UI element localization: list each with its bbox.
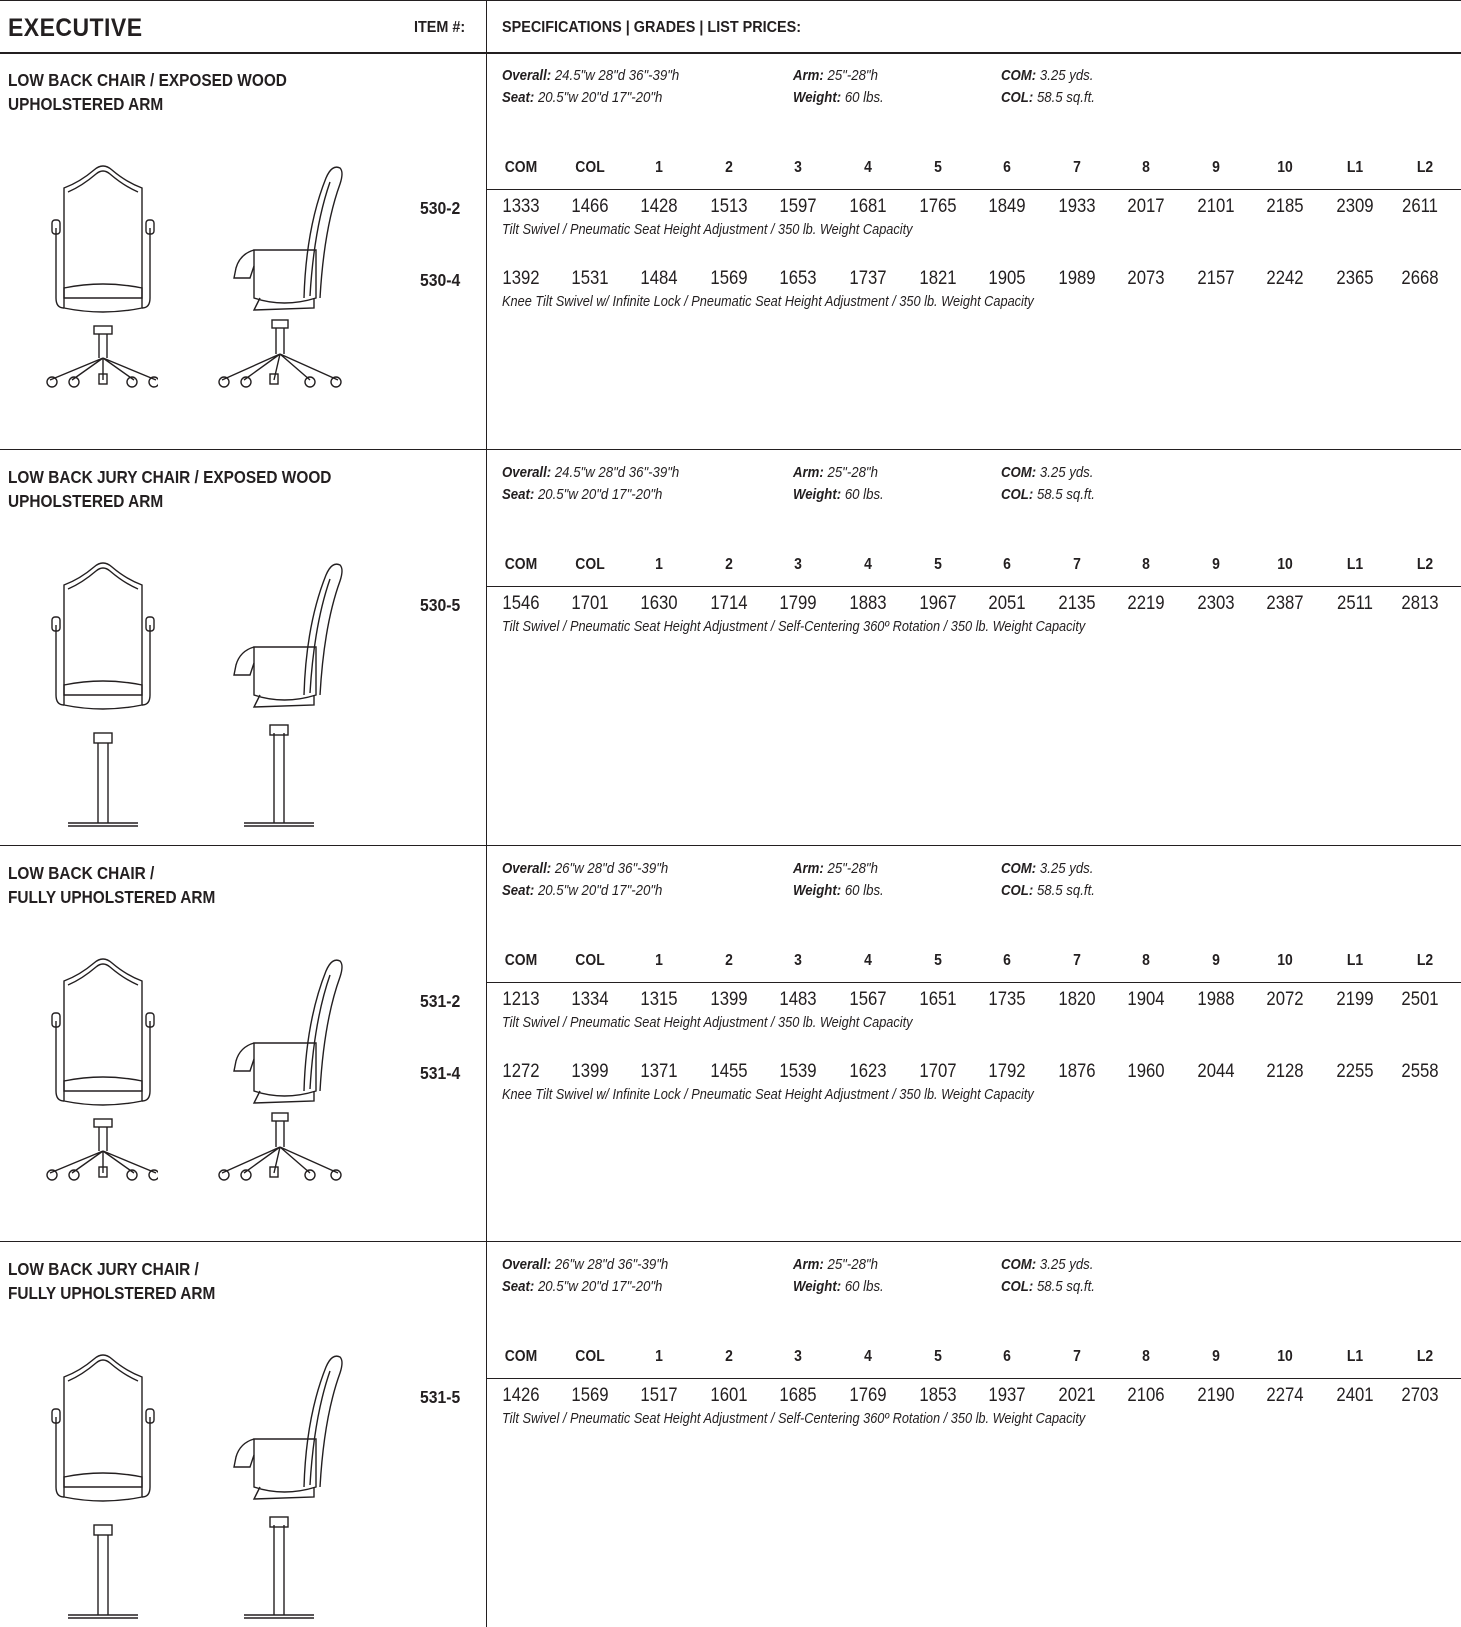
grade-header: 7 <box>1073 159 1081 176</box>
price-cell: 1989 <box>1058 268 1096 289</box>
spec-value: 26"w 28"d 36"-39"h <box>554 1256 669 1273</box>
grade-header: 6 <box>1003 952 1011 969</box>
spec-arm <box>793 858 878 880</box>
grade-header: COL <box>575 1348 605 1365</box>
price-cell: 1517 <box>640 1385 678 1406</box>
spec-weight <box>793 87 884 109</box>
grade-header: 6 <box>1003 556 1011 573</box>
product-section <box>0 845 1461 1241</box>
spec-col <box>1001 484 1095 506</box>
spec-arm <box>793 462 878 484</box>
price-cell: 1735 <box>988 989 1026 1010</box>
spec-arm <box>793 1254 878 1276</box>
price-cell: 2703 <box>1401 1385 1439 1406</box>
grade-header: 3 <box>794 159 802 176</box>
spec-value: 20.5"w 20"d 17"-20"h <box>537 882 663 899</box>
grade-header: L1 <box>1346 159 1364 176</box>
product-name-line: FULLY UPHOLSTERED ARM <box>8 1283 216 1303</box>
section-rule <box>0 845 1461 846</box>
grade-header: COM <box>504 1348 538 1365</box>
spec-value: 3.25 yds. <box>1039 67 1094 84</box>
product-section <box>0 449 1461 845</box>
grade-header: 10 <box>1277 1348 1293 1365</box>
grade-header: 8 <box>1142 159 1150 176</box>
grade-header: 9 <box>1212 556 1220 573</box>
spec-value: 60 lbs. <box>844 486 884 503</box>
product-name-line: LOW BACK JURY CHAIR / EXPOSED WOOD <box>8 467 332 487</box>
price-cell: 2135 <box>1058 593 1096 614</box>
spec-label: COM: <box>1001 1256 1037 1273</box>
price-cell: 1988 <box>1197 989 1235 1010</box>
price-cell: 1820 <box>1058 989 1096 1010</box>
spec-label: Weight: <box>793 486 842 503</box>
price-cell: 2157 <box>1197 268 1235 289</box>
spec-value: 3.25 yds. <box>1039 464 1094 481</box>
price-cell: 2387 <box>1266 593 1304 614</box>
grade-header: COL <box>575 159 605 176</box>
price-cell: 1483 <box>779 989 817 1010</box>
spec-label: COM: <box>1001 464 1037 481</box>
price-cell: 1399 <box>710 989 748 1010</box>
product-section <box>0 52 1461 448</box>
spec-label: Arm: <box>793 464 824 481</box>
price-cell: 1765 <box>919 196 957 217</box>
spec-overall <box>502 462 679 484</box>
grade-header: 10 <box>1277 159 1293 176</box>
price-cell: 1569 <box>710 268 748 289</box>
spec-label: Arm: <box>793 67 824 84</box>
price-cell: 2072 <box>1266 989 1304 1010</box>
price-cell: 1876 <box>1058 1061 1096 1082</box>
price-cell: 1960 <box>1127 1061 1165 1082</box>
spec-label: Seat: <box>502 1278 535 1295</box>
grade-header: L2 <box>1416 952 1434 969</box>
spec-label: COL: <box>1001 1278 1034 1295</box>
price-cell: 1531 <box>571 268 609 289</box>
grade-header: 8 <box>1142 1348 1150 1365</box>
grade-header: 1 <box>655 1348 663 1365</box>
spec-weight <box>793 484 884 506</box>
grade-header: 6 <box>1003 159 1011 176</box>
section-rule <box>0 1241 1461 1242</box>
spec-label: Weight: <box>793 89 842 106</box>
item-number: 530-5 <box>420 595 461 615</box>
grade-header: L2 <box>1416 1348 1434 1365</box>
price-cell: 1883 <box>849 593 887 614</box>
price-cell: 1769 <box>849 1385 887 1406</box>
price-cell: 2017 <box>1127 196 1165 217</box>
spec-label: Arm: <box>793 860 824 877</box>
price-cell: 1967 <box>919 593 957 614</box>
spec-value: 25"-28"h <box>827 67 878 84</box>
grade-header: COL <box>575 952 605 969</box>
price-cell: 1601 <box>710 1385 748 1406</box>
grade-header: 5 <box>934 556 942 573</box>
price-cell: 1399 <box>571 1061 609 1082</box>
spec-value: 25"-28"h <box>827 1256 878 1273</box>
spec-value: 20.5"w 20"d 17"-20"h <box>537 1278 663 1295</box>
spec-com <box>1001 858 1093 880</box>
grade-header: 4 <box>864 952 872 969</box>
spec-label: Seat: <box>502 89 535 106</box>
price-cell: 1428 <box>640 196 678 217</box>
item-number-label: ITEM #: <box>414 19 466 36</box>
item-number: 531-4 <box>420 1063 461 1083</box>
price-cell: 2242 <box>1266 268 1304 289</box>
product-name-line: UPHOLSTERED ARM <box>8 491 164 511</box>
grade-header: 2 <box>725 556 733 573</box>
spec-overall <box>502 1254 668 1276</box>
grade-header-rule <box>486 189 1461 190</box>
spec-seat <box>502 484 662 506</box>
spec-com <box>1001 65 1093 87</box>
spec-label: COL: <box>1001 882 1034 899</box>
price-cell: 2274 <box>1266 1385 1304 1406</box>
price-cell: 1466 <box>571 196 609 217</box>
product-name-line: LOW BACK CHAIR / EXPOSED WOOD <box>8 70 287 90</box>
product-name-line: LOW BACK JURY CHAIR / <box>8 1259 199 1279</box>
grade-header: 3 <box>794 952 802 969</box>
spec-value: 24.5"w 28"d 36"-39"h <box>554 67 680 84</box>
grade-header: L2 <box>1416 159 1434 176</box>
price-cell: 2219 <box>1127 593 1165 614</box>
price-cell: 1933 <box>1058 196 1096 217</box>
price-cell: 2101 <box>1197 196 1235 217</box>
item-description: Knee Tilt Swivel w/ Infinite Lock / Pneumatic Seat Height Adjustment / 350 lb. Weight Capacity <box>502 1087 1034 1103</box>
grade-header: 4 <box>864 159 872 176</box>
price-cell: 2813 <box>1401 593 1439 614</box>
chair-side-view-icon <box>214 1347 350 1627</box>
price-cell: 1569 <box>571 1385 609 1406</box>
price-cell: 2558 <box>1401 1061 1439 1082</box>
price-cell: 1653 <box>779 268 817 289</box>
spec-label: COL: <box>1001 486 1034 503</box>
grade-header: 10 <box>1277 952 1293 969</box>
grade-header: 1 <box>655 556 663 573</box>
spec-seat <box>502 1276 662 1298</box>
price-cell: 2021 <box>1058 1385 1096 1406</box>
spec-arm <box>793 65 878 87</box>
product-name-line: FULLY UPHOLSTERED ARM <box>8 887 216 907</box>
price-cell: 2255 <box>1336 1061 1374 1082</box>
item-description: Tilt Swivel / Pneumatic Seat Height Adjustment / 350 lb. Weight Capacity <box>502 1015 913 1031</box>
price-cell: 2401 <box>1336 1385 1374 1406</box>
price-cell: 1567 <box>849 989 887 1010</box>
spec-value: 25"-28"h <box>827 860 878 877</box>
spec-label: Overall: <box>502 464 552 481</box>
spec-label: Seat: <box>502 486 535 503</box>
grade-header: 5 <box>934 159 942 176</box>
price-cell: 2511 <box>1337 593 1373 614</box>
item-number: 531-5 <box>420 1387 461 1407</box>
grade-header: 10 <box>1277 556 1293 573</box>
product-section <box>0 1241 1461 1627</box>
price-cell: 2501 <box>1401 989 1439 1010</box>
product-name <box>8 465 331 513</box>
grade-header-rule <box>486 586 1461 587</box>
price-cell: 1630 <box>640 593 678 614</box>
spec-label: COM: <box>1001 860 1037 877</box>
spec-col <box>1001 87 1095 109</box>
price-cell: 1513 <box>710 196 748 217</box>
spec-value: 3.25 yds. <box>1039 1256 1094 1273</box>
price-cell: 1937 <box>988 1385 1026 1406</box>
grade-header: 1 <box>655 952 663 969</box>
spec-label: Overall: <box>502 1256 552 1273</box>
grade-header: 6 <box>1003 1348 1011 1365</box>
spec-label: Seat: <box>502 882 535 899</box>
price-cell: 1821 <box>919 268 957 289</box>
grade-header: COL <box>575 556 605 573</box>
grade-header: 2 <box>725 952 733 969</box>
grade-header: 8 <box>1142 952 1150 969</box>
price-cell: 2073 <box>1127 268 1165 289</box>
chair-front-view-icon <box>46 158 158 438</box>
chair-front-view-icon <box>46 1347 158 1627</box>
price-cell: 1737 <box>849 268 887 289</box>
price-cell: 2051 <box>988 593 1026 614</box>
chair-front-view-icon <box>46 555 158 835</box>
spec-value: 60 lbs. <box>844 89 884 106</box>
grade-header: 5 <box>934 1348 942 1365</box>
spec-value: 60 lbs. <box>844 1278 884 1295</box>
price-cell: 1539 <box>779 1061 817 1082</box>
price-cell: 2044 <box>1197 1061 1235 1082</box>
spec-col <box>1001 880 1095 902</box>
spec-value: 25"-28"h <box>827 464 878 481</box>
spec-value: 3.25 yds. <box>1039 860 1094 877</box>
page-title: EXECUTIVE <box>8 14 143 42</box>
item-description: Tilt Swivel / Pneumatic Seat Height Adjustment / Self-Centering 360º Rotation / 350 lb. Weight Capacity <box>502 1411 1086 1427</box>
spec-label: COM: <box>1001 67 1037 84</box>
grade-header: 2 <box>725 159 733 176</box>
price-cell: 1597 <box>779 196 817 217</box>
price-cell: 1714 <box>710 593 748 614</box>
price-cell: 1623 <box>849 1061 887 1082</box>
spec-value: 20.5"w 20"d 17"-20"h <box>537 89 663 106</box>
spec-value: 24.5"w 28"d 36"-39"h <box>554 464 680 481</box>
spec-value: 58.5 sq.ft. <box>1036 486 1095 503</box>
price-cell: 1799 <box>779 593 817 614</box>
price-cell: 1707 <box>919 1061 957 1082</box>
price-cell: 1334 <box>571 989 609 1010</box>
item-description: Tilt Swivel / Pneumatic Seat Height Adjustment / Self-Centering 360º Rotation / 350 lb. Weight Capacity <box>502 619 1086 635</box>
price-cell: 1853 <box>919 1385 957 1406</box>
price-cell: 2190 <box>1197 1385 1235 1406</box>
spec-weight <box>793 880 884 902</box>
price-cell: 2199 <box>1336 989 1374 1010</box>
grade-header: 2 <box>725 1348 733 1365</box>
spec-value: 58.5 sq.ft. <box>1036 89 1095 106</box>
price-cell: 1651 <box>919 989 957 1010</box>
price-cell: 1333 <box>502 196 540 217</box>
spec-value: 58.5 sq.ft. <box>1036 882 1095 899</box>
price-cell: 1272 <box>502 1061 540 1082</box>
spec-label: Overall: <box>502 67 552 84</box>
grade-header: 9 <box>1212 159 1220 176</box>
grade-header: L1 <box>1346 952 1364 969</box>
product-name <box>8 1257 215 1305</box>
item-number: 530-4 <box>420 270 461 290</box>
grade-header: L1 <box>1346 556 1364 573</box>
spec-value: 26"w 28"d 36"-39"h <box>554 860 669 877</box>
grade-header-rule <box>486 982 1461 983</box>
spec-overall <box>502 65 679 87</box>
grade-header: COM <box>504 556 538 573</box>
product-name <box>8 68 287 116</box>
grade-header: COM <box>504 159 538 176</box>
price-cell: 2303 <box>1197 593 1235 614</box>
price-cell: 1546 <box>502 593 540 614</box>
spec-overall <box>502 858 668 880</box>
spec-col <box>1001 1276 1095 1298</box>
spec-com <box>1001 462 1093 484</box>
price-cell: 1905 <box>988 268 1026 289</box>
price-cell: 1681 <box>849 196 887 217</box>
section-rule <box>0 449 1461 450</box>
price-cell: 2309 <box>1336 196 1374 217</box>
grade-header: L1 <box>1346 1348 1364 1365</box>
spec-label: Weight: <box>793 1278 842 1295</box>
spec-value: 20.5"w 20"d 17"-20"h <box>537 486 663 503</box>
specifications-label: SPECIFICATIONS | GRADES | LIST PRICES: <box>502 19 802 36</box>
grade-header: L2 <box>1416 556 1434 573</box>
grade-header: 7 <box>1073 556 1081 573</box>
item-number: 530-2 <box>420 198 461 218</box>
item-number: 531-2 <box>420 991 461 1011</box>
grade-header: 9 <box>1212 952 1220 969</box>
price-cell: 2611 <box>1402 196 1438 217</box>
spec-seat <box>502 880 662 902</box>
chair-side-view-icon <box>214 158 350 438</box>
spec-value: 58.5 sq.ft. <box>1036 1278 1095 1295</box>
spec-value: 60 lbs. <box>844 882 884 899</box>
grade-header: 7 <box>1073 952 1081 969</box>
price-cell: 2185 <box>1266 196 1304 217</box>
grade-header-rule <box>486 1378 1461 1379</box>
product-name <box>8 861 215 909</box>
spec-seat <box>502 87 662 109</box>
chair-side-view-icon <box>214 555 350 835</box>
spec-label: Weight: <box>793 882 842 899</box>
spec-label: COL: <box>1001 89 1034 106</box>
grade-header: 3 <box>794 556 802 573</box>
item-description: Knee Tilt Swivel w/ Infinite Lock / Pneumatic Seat Height Adjustment / 350 lb. Weight Capacity <box>502 294 1034 310</box>
price-cell: 1685 <box>779 1385 817 1406</box>
price-cell: 2128 <box>1266 1061 1304 1082</box>
price-cell: 1213 <box>502 989 540 1010</box>
price-cell: 1371 <box>640 1061 678 1082</box>
chair-front-view-icon <box>46 951 158 1231</box>
grade-header: 4 <box>864 1348 872 1365</box>
top-rule <box>0 0 1461 1</box>
grade-header: 9 <box>1212 1348 1220 1365</box>
product-name-line: UPHOLSTERED ARM <box>8 94 164 114</box>
price-cell: 1392 <box>502 268 540 289</box>
price-cell: 2365 <box>1336 268 1374 289</box>
grade-header: 8 <box>1142 556 1150 573</box>
price-cell: 1315 <box>640 989 678 1010</box>
spec-label: Arm: <box>793 1256 824 1273</box>
price-cell: 2106 <box>1127 1385 1165 1406</box>
price-cell: 1904 <box>1127 989 1165 1010</box>
price-cell: 1792 <box>988 1061 1026 1082</box>
price-cell: 1484 <box>640 268 678 289</box>
grade-header: 4 <box>864 556 872 573</box>
grade-header: 1 <box>655 159 663 176</box>
spec-label: Overall: <box>502 860 552 877</box>
grade-header: 3 <box>794 1348 802 1365</box>
price-cell: 1455 <box>710 1061 748 1082</box>
price-cell: 1701 <box>571 593 609 614</box>
price-cell: 2668 <box>1401 268 1439 289</box>
spec-weight <box>793 1276 884 1298</box>
grade-header: 7 <box>1073 1348 1081 1365</box>
chair-side-view-icon <box>214 951 350 1231</box>
spec-com <box>1001 1254 1093 1276</box>
item-description: Tilt Swivel / Pneumatic Seat Height Adjustment / 350 lb. Weight Capacity <box>502 222 913 238</box>
price-cell: 1849 <box>988 196 1026 217</box>
product-name-line: LOW BACK CHAIR / <box>8 863 155 883</box>
grade-header: 5 <box>934 952 942 969</box>
price-cell: 1426 <box>502 1385 540 1406</box>
grade-header: COM <box>504 952 538 969</box>
